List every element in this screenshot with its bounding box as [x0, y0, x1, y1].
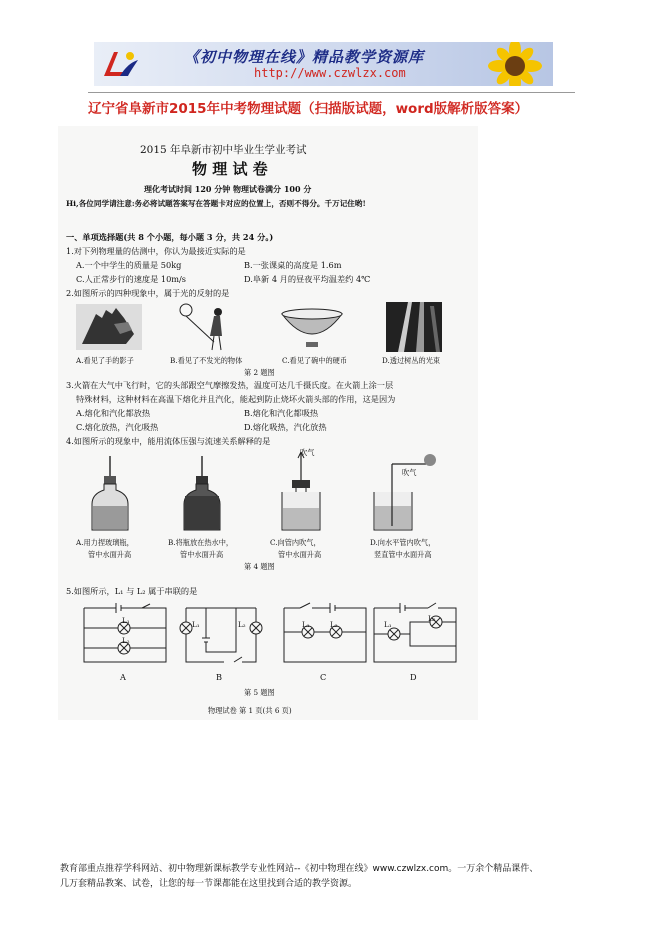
q4-option-b-line1: B.将瓶放在热水中，	[168, 538, 234, 547]
q4-blow-label-c: 吹气	[300, 448, 315, 457]
exam-page-footer: 物理试卷 第 1 页(共 6 页)	[208, 706, 292, 715]
circuit-a-l2-label: L₂	[122, 636, 130, 645]
q3-option-c: C.熔化放热，汽化吸热	[76, 422, 159, 432]
q3-option-a: A.熔化和汽化都放热	[76, 408, 151, 418]
q4-option-a-line2: 管中水面升高	[88, 550, 132, 559]
q4-option-a-line1: A.用力捏玻璃瓶，	[76, 538, 134, 547]
q2-option-c: C.看见了碗中的硬币	[282, 356, 348, 365]
circuit-b-l2-label: L₂	[238, 620, 246, 629]
circuit-b-label: B	[216, 672, 223, 682]
sunlight-forest-image	[386, 302, 442, 352]
footer-line-1: 教育部重点推荐学科网站、初中物理新课标教学专业性网站--《初中物理在线》www.czwlzx.com。一万余个精品课件、	[60, 864, 539, 874]
q5-stem: 5.如图所示，L₁ 与 L₂ 属于串联的是	[66, 586, 198, 596]
q3-stem-line1: 3.火箭在大气中飞行时，它的头部跟空气摩擦发热，温度可达几千摄氏度。在火箭上涂一层	[66, 380, 394, 390]
page-footer	[60, 862, 538, 892]
glass-bottle-diagram	[90, 456, 130, 532]
q1-option-d: D.阜新 4 月的昼夜平均温差约 4℃	[244, 274, 371, 284]
q1-option-b: B.一张课桌的高度是 1.6m	[244, 260, 342, 270]
section-1-heading: 一、单项选择题(共 8 个小题，每小题 3 分，共 24 分。)	[66, 232, 274, 242]
q4-option-b-line2: 管中水面升高	[180, 550, 224, 559]
scanned-exam-page	[58, 126, 478, 720]
bottle-in-hot-water-diagram	[182, 456, 222, 532]
circuit-b-diagram	[176, 602, 266, 668]
circuit-a-l1-label: L₁	[122, 616, 130, 625]
banner-url[interactable]: http://www.czwlzx.com	[254, 66, 406, 80]
q4-option-d-line2: 竖直管中水面升高	[374, 550, 432, 559]
q2-stem: 2.如图所示的四种现象中，属于光的反射的是	[66, 288, 230, 298]
banner-title: 《初中物理在线》精品教学资源库	[184, 48, 425, 66]
circuit-c-l2-label: L₂	[330, 620, 338, 629]
header-divider	[88, 92, 575, 93]
circuit-b-l1-label: L₁	[192, 620, 200, 629]
circuit-c-diagram	[280, 602, 370, 668]
exam-heading: 2015 年阜新市初中毕业生学业考试	[140, 144, 307, 156]
exam-notice: Hi,各位同学请注意:务必将试题答案写在答题卡对应的位置上，否则不得分。千万记住哟!	[66, 199, 366, 208]
site-logo-icon	[100, 48, 140, 80]
sunflower-icon	[477, 42, 547, 86]
hand-shadow-image	[76, 304, 142, 350]
circuit-c-l1-label: L₁	[302, 620, 310, 629]
q4-option-c-line1: C.向管内吹气，	[270, 538, 321, 547]
q4-caption: 第 4 题图	[244, 562, 275, 571]
q2-option-d: D.透过树丛的光束	[382, 356, 441, 365]
q2-option-b: B.看见了不发光的物体	[170, 356, 243, 365]
circuit-d-label: D	[410, 672, 417, 682]
q4-option-c-line2: 管中水面升高	[278, 550, 322, 559]
exam-meta: 理化考试时间 120 分钟 物理试卷满分 100 分	[144, 184, 312, 194]
bowl-coin-image	[280, 306, 344, 350]
q3-option-d: D.熔化吸热，汽化放热	[244, 422, 327, 432]
document-title: 辽宁省阜新市2015年中考物理试题（扫描版试题，word版解析版答案）	[88, 101, 529, 117]
q2-option-a: A.看见了手的影子	[76, 356, 134, 365]
q4-blow-label-d: 吹气	[402, 468, 417, 477]
q5-caption: 第 5 题图	[244, 688, 275, 697]
q2-caption: 第 2 题图	[244, 368, 275, 377]
q1-option-c: C.人正常步行的速度是 10m/s	[76, 274, 187, 284]
blow-into-tube-diagram	[276, 448, 326, 532]
girl-reading-image	[166, 302, 236, 352]
circuit-a-label: A	[120, 672, 126, 682]
q3-stem-line2: 特殊材料，这种材料在高温下熔化并且汽化，能起到防止烧坏火箭头部的作用，这是因为	[76, 394, 396, 404]
site-banner	[94, 42, 553, 86]
blow-horizontal-tube-diagram	[370, 448, 440, 532]
circuit-d-l2-label: L₂	[428, 614, 436, 623]
circuit-a-diagram	[80, 602, 170, 668]
footer-line-2: 几万套精品教案、试卷，让您的每一节课都能在这里找到合适的教学资源。	[60, 879, 358, 889]
q1-stem: 1.对下列物理量的估测中，你认为最接近实际的是	[66, 246, 246, 256]
exam-subject: 物 理 试 卷	[192, 160, 268, 178]
q1-option-a: A.一个中学生的质量是 50kg	[76, 260, 182, 270]
q4-option-d-line1: D.向水平管内吹气，	[370, 538, 436, 547]
q4-stem: 4.如图所示的现象中，能用流体压强与流速关系解释的是	[66, 436, 271, 446]
circuit-c-label: C	[320, 672, 327, 682]
circuit-d-l1-label: L₁	[384, 620, 392, 629]
q3-option-b: B.熔化和汽化都吸热	[244, 408, 319, 418]
circuit-d-diagram	[370, 602, 460, 668]
